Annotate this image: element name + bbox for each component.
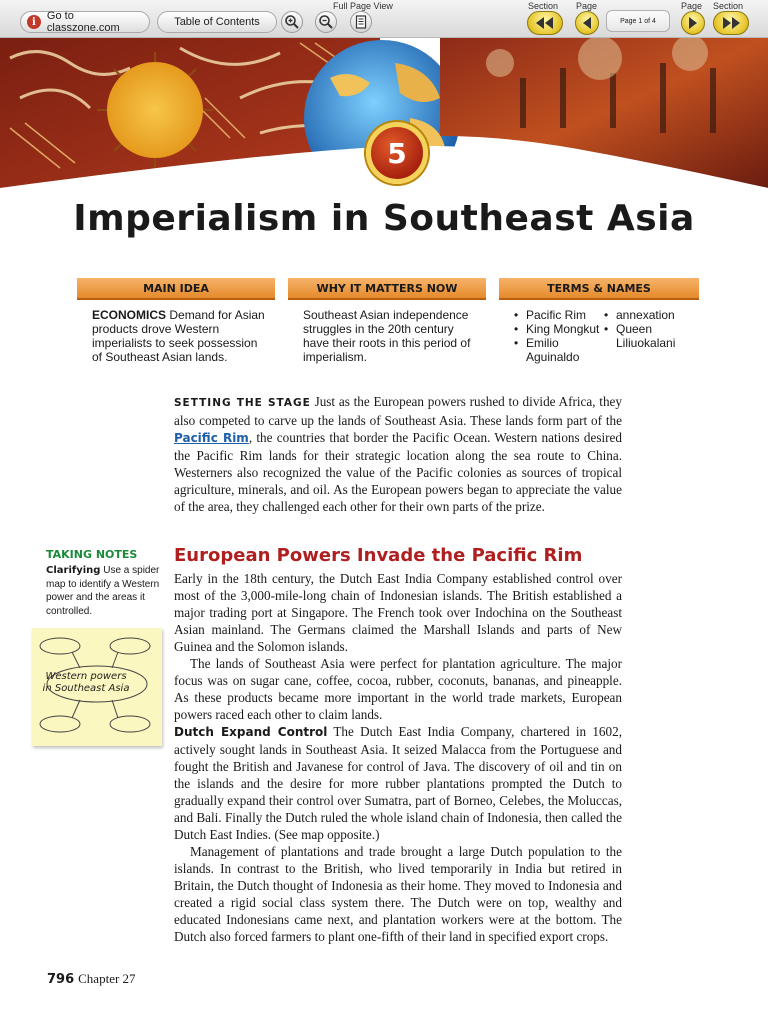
terms-names-heading: TERMS & NAMES bbox=[499, 278, 699, 300]
paragraph-1: Early in the 18th century, the Dutch East India Company established control over most of the 3,000-mile-long chain of Indonesian islands. The British established a major trading port at Singapore. The French took over Indochina on the Southeast Asian mainland. The Germans claimed the Marshall Islands and parts of New Guinea and the Solomon islands. bbox=[174, 571, 622, 654]
main-idea-body: Demand for Asian products drove Western imperialists to seek possession of Southeast Asian lands. bbox=[92, 308, 265, 364]
term-item[interactable]: • Emilio Aguinaldo bbox=[514, 336, 602, 364]
page-folio bbox=[47, 971, 136, 987]
spider-map-label: Western powers in Southeast Asia bbox=[42, 671, 130, 694]
section-body bbox=[174, 570, 622, 945]
full-page-view-button[interactable] bbox=[350, 11, 372, 33]
term-item[interactable]: • Queen Liliuokalani bbox=[604, 322, 704, 350]
term-item[interactable]: • King Mongkut bbox=[514, 322, 602, 336]
main-idea-heading: MAIN IDEA bbox=[77, 278, 275, 300]
full-page-view-label: Full Page View bbox=[333, 1, 393, 11]
full-page-view-icon bbox=[354, 15, 368, 29]
why-it-matters-heading: WHY IT MATTERS NOW bbox=[288, 278, 486, 300]
section-label-left: Section bbox=[528, 1, 559, 11]
paragraph-2: The lands of Southeast Asia were perfect for plantation agriculture. The major focus was on sugar cane, coffee, cocoa, rubber, coconuts, bananas, and pineapple. As these products became more important in the world trade markets, European powers raced each other to claim lands. bbox=[174, 656, 622, 722]
page-label-right: Page bbox=[681, 1, 703, 11]
setting-text-after: , the countries that border the Pacific Ocean. Western nations desired the Pacific Rim lands for their strategic location along the sea route to China. Westerners also recognized the value of the Pacific colonies as sources of tropical agriculture, minerals, and oil. As the European powers began to appreciate the value of the area, they challenged each other for their own parts of the prize. bbox=[174, 430, 623, 514]
zoom-in-button[interactable] bbox=[281, 11, 303, 33]
page-indicator: Page 1 of 4 bbox=[606, 10, 670, 32]
setting-the-stage-paragraph bbox=[174, 393, 622, 515]
terms-list-right bbox=[604, 308, 704, 350]
dutch-expand-control-subhead: Dutch Expand Control bbox=[174, 725, 328, 739]
main-idea-lead: ECONOMICS bbox=[92, 308, 167, 322]
next-page-button[interactable] bbox=[681, 11, 705, 35]
table-of-contents-button[interactable]: Table of Contents bbox=[157, 11, 277, 33]
next-section-button[interactable] bbox=[713, 11, 749, 35]
terms-list-left bbox=[514, 308, 602, 364]
setting-the-stage-label: SETTING THE STAGE bbox=[174, 397, 311, 409]
paragraph-4: Management of plantations and trade brought a large Dutch population to the islands. In contrast to the British, who lived temporarily in India but retired in Britain, the Dutch thought of Indonesia as their home. They moved to Indonesia and created a rigid social class system there. The Dutch were on top, wealthy and educated Indonesians came next, and plantation workers were at the bottom. The Dutch also forced farmers to plant one-fifth of their land in specified export crops. bbox=[174, 844, 622, 944]
taking-notes-heading: TAKING NOTES bbox=[46, 548, 138, 561]
page-title: Imperialism in Southeast Asia bbox=[73, 198, 695, 239]
previous-section-icon bbox=[534, 16, 556, 30]
previous-page-icon bbox=[581, 16, 593, 30]
why-it-matters-text: Southeast Asian independence struggles in the 20th century have their roots in this period of imperialism. bbox=[303, 308, 471, 364]
taking-notes-body: Use a spider map to identify a Western power and the areas it controlled. bbox=[46, 565, 160, 617]
main-idea-text bbox=[92, 308, 270, 364]
section-heading: European Powers Invade the Pacific Rim bbox=[174, 545, 583, 566]
classzone-button[interactable] bbox=[20, 11, 150, 33]
page-number: 796 bbox=[47, 972, 75, 987]
section-label-right: Section bbox=[713, 1, 744, 11]
zoom-in-icon bbox=[284, 14, 300, 30]
previous-page-button[interactable] bbox=[575, 11, 599, 35]
setting-text-before: Just as the European powers rushed to divide Africa, they also competed to carve up the lands of Southeast Asia. These lands form part of the bbox=[174, 394, 622, 428]
next-page-icon bbox=[687, 16, 699, 30]
chapter-reference: Chapter 27 bbox=[78, 971, 136, 986]
term-item[interactable]: • Pacific Rim bbox=[514, 308, 602, 322]
page-label-left: Page bbox=[576, 1, 598, 11]
chapter-number-badge: 5 bbox=[366, 122, 428, 184]
paragraph-3 bbox=[174, 723, 622, 843]
taking-notes-text bbox=[46, 564, 164, 618]
next-section-icon bbox=[720, 16, 742, 30]
info-icon: i bbox=[27, 15, 41, 29]
pacific-rim-link[interactable]: Pacific Rim bbox=[174, 431, 249, 445]
zoom-out-button[interactable] bbox=[315, 11, 337, 33]
taking-notes-lead: Clarifying bbox=[46, 565, 101, 576]
zoom-out-icon bbox=[318, 14, 334, 30]
term-item[interactable]: • annexation bbox=[604, 308, 704, 322]
paragraph-3-text: The Dutch East India Company, chartered in 1602, actively sought lands in Southeast Asia. It seized Malacca from the Portuguese and fought the British and Javanese for control of Java. The discovery of oil and tin on the islands and the desire for more rubber plantations prompted the Dutch to gradually expand their control over Sumatra, part of Borneo, Celebes, the Moluccas, and Bali. Finally the Dutch ruled the whole island chain of Indonesia, then called the Dutch East Indies. (See map opposite.) bbox=[174, 724, 622, 842]
classzone-label: Go to classzone.com bbox=[46, 10, 120, 34]
previous-section-button[interactable] bbox=[527, 11, 563, 35]
toolbar bbox=[0, 0, 768, 38]
